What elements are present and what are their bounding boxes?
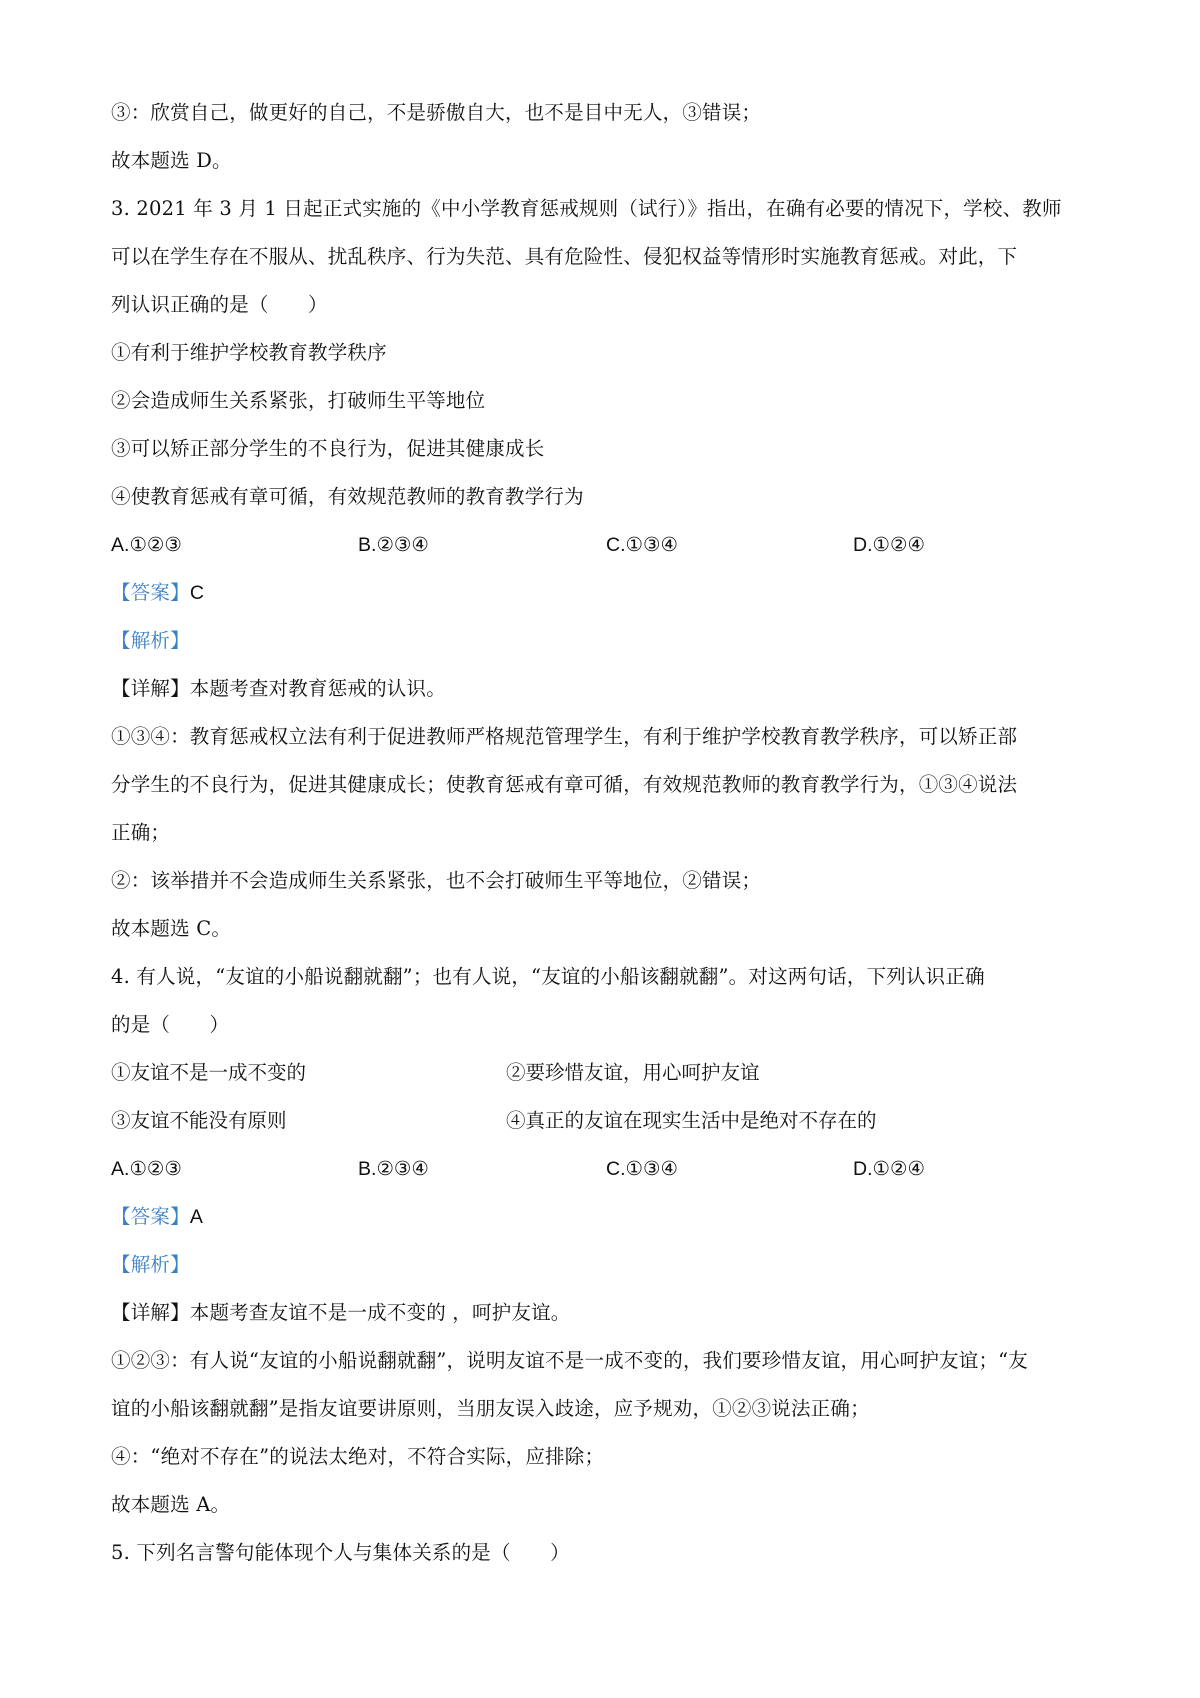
question-4-option-b bbox=[358, 1156, 429, 1182]
option-key: B. bbox=[358, 534, 377, 556]
question-4-statement: ④真正的友谊在现实生活中是绝对不存在的 bbox=[506, 1109, 877, 1132]
option-text: ②③④ bbox=[376, 533, 429, 556]
question-3-stem: 3. 2021 年 3 月 1 日起正式实施的《中小学教育惩戒规则（试行）》指出，在确有必要的情况下，学校、教师 bbox=[111, 197, 1062, 220]
option-text: ②③④ bbox=[376, 1157, 429, 1180]
question-4-answer bbox=[111, 1204, 1101, 1230]
option-key: A. bbox=[111, 534, 130, 556]
question-4-explanation: ④：“绝对不存在”的说法太绝对，不符合实际，应排除； bbox=[111, 1445, 605, 1468]
answer-value: A bbox=[189, 1206, 204, 1228]
text-line: 故本题选 D。 bbox=[111, 149, 232, 172]
question-4-conclusion: 故本题选 A。 bbox=[111, 1493, 231, 1516]
question-3-conclusion: 故本题选 C。 bbox=[111, 917, 232, 940]
question-3-statement: ④使教育惩戒有章可循，有效规范教师的教育教学行为 bbox=[111, 485, 584, 508]
question-4-stem: 的是（ ） bbox=[111, 1013, 230, 1036]
question-3-option-c bbox=[606, 532, 678, 558]
option-text: ①②④ bbox=[872, 1157, 925, 1180]
answer-value: C bbox=[189, 582, 205, 604]
question-4-detail: 【详解】本题考查友谊不是一成不变的 ，呵护友谊。 bbox=[111, 1301, 571, 1324]
question-3-statement: ③可以矫正部分学生的不良行为，促进其健康成长 bbox=[111, 437, 545, 460]
question-3-option-d bbox=[853, 532, 925, 558]
option-text: ①②③ bbox=[129, 1157, 182, 1180]
answer-tag: 【答案】 bbox=[111, 1205, 190, 1228]
option-key: C. bbox=[606, 1158, 626, 1180]
question-3-explanation: ①③④：教育惩戒权立法有利于促进教师严格规范管理学生，有利于维护学校教育教学秩序，可以矫正部 bbox=[111, 725, 1018, 748]
question-3-option-b bbox=[358, 532, 429, 558]
question-3-statement: ①有利于维护学校教育教学秩序 bbox=[111, 341, 387, 364]
question-4-option-a bbox=[111, 1156, 182, 1182]
question-4-statement: ③友谊不能没有原则 bbox=[111, 1109, 287, 1132]
question-3-detail: 【详解】本题考查对教育惩戒的认识。 bbox=[111, 677, 446, 700]
question-4-explanation: 谊的小船该翻就翻”是指友谊要讲原则，当朋友误入歧途，应予规劝，①②③说法正确； bbox=[111, 1397, 870, 1420]
question-4-option-d bbox=[853, 1156, 925, 1182]
question-3-analysis-tag: 【解析】 bbox=[111, 629, 190, 652]
question-3-statement: ②会造成师生关系紧张，打破师生平等地位 bbox=[111, 389, 486, 412]
question-4-stem: 4. 有人说，“友谊的小船说翻就翻”；也有人说，“友谊的小船该翻就翻”。对这两句话，下列认识正确 bbox=[111, 965, 985, 988]
question-3-option-a bbox=[111, 532, 182, 558]
question-4-analysis-tag: 【解析】 bbox=[111, 1253, 190, 1276]
question-3-stem: 列认识正确的是（ ） bbox=[111, 293, 328, 316]
question-4-statement: ①友谊不是一成不变的 bbox=[111, 1061, 307, 1084]
question-3-answer bbox=[111, 580, 1101, 606]
question-3-explanation: 正确； bbox=[111, 821, 171, 844]
text-line: ③：欣赏自己，做更好的自己，不是骄傲自大，也不是目中无人，③错误； bbox=[111, 101, 762, 124]
option-key: B. bbox=[358, 1158, 377, 1180]
option-text: ①②④ bbox=[872, 533, 925, 556]
option-key: D. bbox=[853, 1158, 873, 1180]
question-3-explanation: ②：该举措并不会造成师生关系紧张，也不会打破师生平等地位，②错误； bbox=[111, 869, 762, 892]
option-key: C. bbox=[606, 534, 626, 556]
option-text: ①②③ bbox=[129, 533, 182, 556]
option-key: A. bbox=[111, 1158, 130, 1180]
question-5-stem: 5. 下列名言警句能体现个人与集体关系的是（ ） bbox=[111, 1541, 570, 1564]
option-text: ①③④ bbox=[625, 1157, 678, 1180]
option-text: ①③④ bbox=[625, 533, 678, 556]
question-4-explanation: ①②③：有人说“友谊的小船说翻就翻”，说明友谊不是一成不变的，我们要珍惜友谊，用心呵护友谊；“友 bbox=[111, 1349, 1029, 1372]
option-key: D. bbox=[853, 534, 873, 556]
question-3-explanation: 分学生的不良行为，促进其健康成长；使教育惩戒有章可循，有效规范教师的教育教学行为，①③④说法 bbox=[111, 773, 1018, 796]
answer-tag: 【答案】 bbox=[111, 581, 190, 604]
question-4-statement: ②要珍惜友谊，用心呵护友谊 bbox=[506, 1061, 760, 1084]
question-3-stem: 可以在学生存在不服从、扰乱秩序、行为失范、具有危险性、侵犯权益等情形时实施教育惩戒。对此，下 bbox=[111, 245, 1018, 268]
question-4-option-c bbox=[606, 1156, 678, 1182]
